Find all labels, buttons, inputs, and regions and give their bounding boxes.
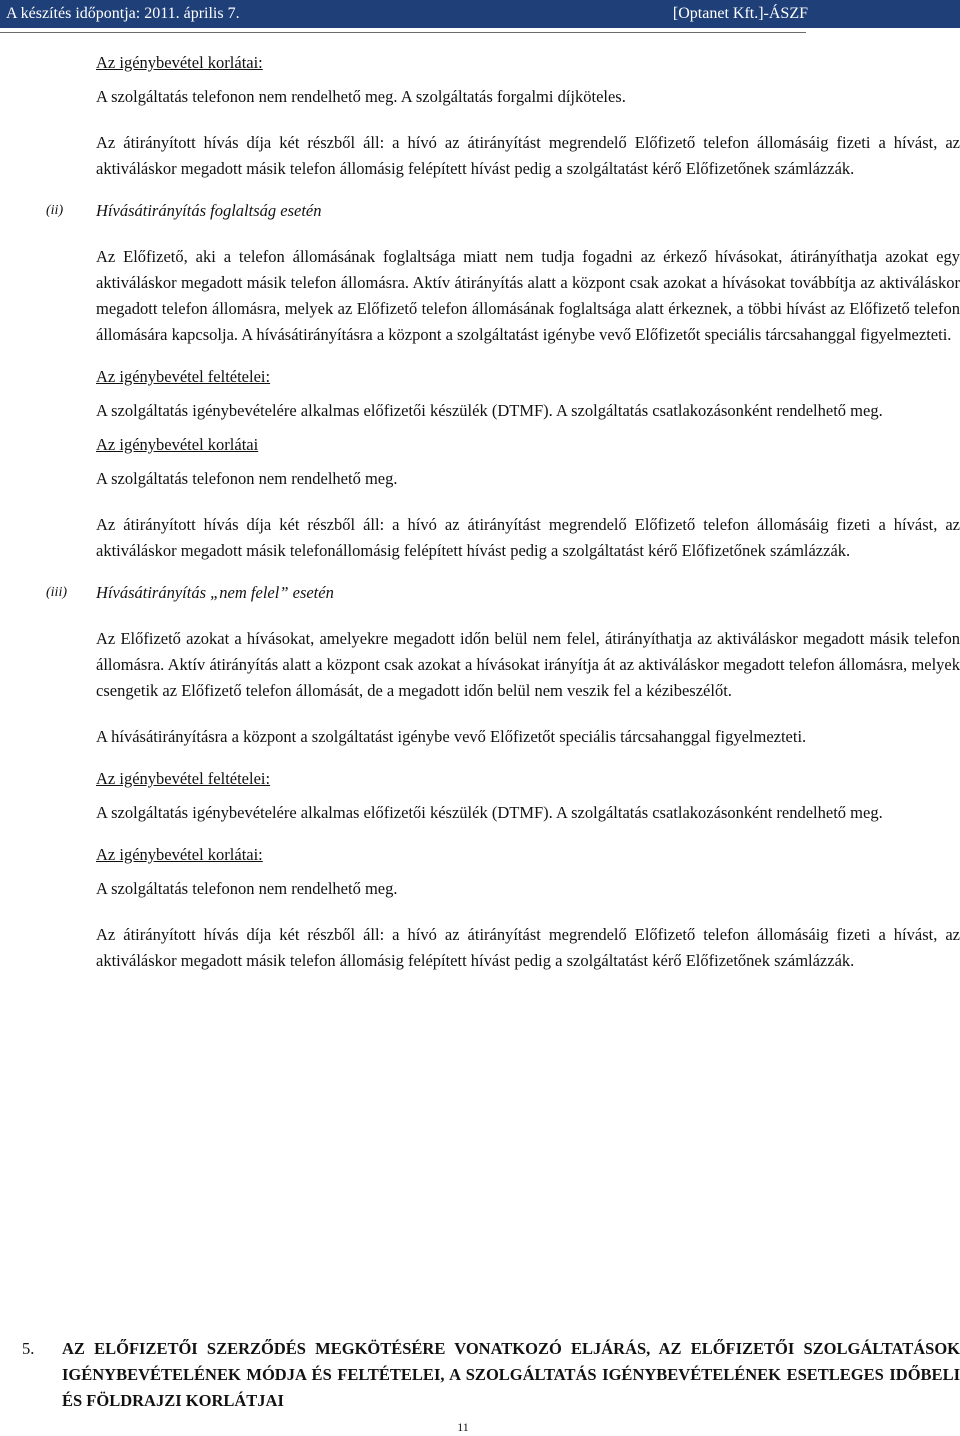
item-iii-conditions-text: A szolgáltatás igénybevételére alkalmas előfizetői készülék (DTMF). A szolgáltatás csatlakozásonként rendelhető meg. bbox=[96, 803, 883, 822]
item-iii-title bbox=[46, 580, 960, 606]
header-divider bbox=[0, 32, 806, 33]
item-ii-limits-heading: Az igénybevétel korlátai bbox=[96, 435, 259, 454]
item-iii-description: Az Előfizető azokat a hívásokat, amelyekre megadott időn belül nem felel, átirányíthatja az aktiváláskor megadott másik telefon állomásra. Aktív átirányítás alatt a központ csak azokat a hívásokat irányítja át az aktiváláskor megadott telefon állomásra, melyek csengetik az Előfizető telefon állomását, de a megadott időn belül nem veszik fel a kézibeszélőt. bbox=[96, 629, 960, 700]
item-iii-fee-text: Az átirányított hívás díja két részből áll: a hívó az átirányítást megrendelő Előfizető telefon állomásáig fizeti a hívást, az aktiváláskor megadott másik telefon állomásig felépített hívást pedig a szolgáltatást kérő Előfizetőnek számlázzák. bbox=[96, 925, 960, 970]
limits-text: A szolgáltatás telefonon nem rendelhető meg. A szolgáltatás forgalmi díjköteles. bbox=[96, 87, 626, 106]
item-ii-conditions-text: A szolgáltatás igénybevételére alkalmas előfizetői készülék (DTMF). A szolgáltatás csatlakozásonként rendelhető meg. bbox=[96, 401, 883, 420]
header-date: A készítés időpontja: 2011. április 7. bbox=[6, 5, 240, 22]
header-company: [Optanet Kft.]-ÁSZF bbox=[672, 5, 808, 22]
document-body bbox=[46, 50, 960, 974]
section-5-title: AZ ELŐFIZETŐI SZERZŐDÉS MEGKÖTÉSÉRE VONATKOZÓ ELJÁRÁS, AZ ELŐFIZETŐI SZOLGÁLTATÁSOK IGÉNYBEVÉTELÉNEK MÓDJA ÉS FELTÉTELEI, A SZOLGÁLTATÁS IGÉNYBEVÉTELÉNEK ESETLEGES IDŐBELI ÉS FÖLDRAJZI KORLÁTJAI bbox=[62, 1339, 960, 1410]
item-iii-limits-text: A szolgáltatás telefonon nem rendelhető meg. bbox=[96, 879, 398, 898]
section-5-number: 5. bbox=[22, 1339, 35, 1358]
item-ii-title bbox=[46, 198, 960, 224]
item-ii-marker: (ii) bbox=[46, 203, 64, 218]
item-iii-conditions-heading: Az igénybevétel feltételei: bbox=[96, 769, 271, 788]
page-header bbox=[0, 0, 960, 28]
item-ii-fee-text: Az átirányított hívás díja két részből áll: a hívó az átirányítást megrendelő Előfizető telefon állomásáig fizeti a hívást, az aktiváláskor megadott másik telefonállomásig felépített hívást pedig a szolgáltatást kérő Előfizetőnek számlázzák. bbox=[96, 515, 960, 560]
item-ii-description: Az Előfizető, aki a telefon állomásának foglaltsága miatt nem tudja fogadni az érkező hívásokat, átirányíthatja azokat egy aktiváláskor megadott másik telefon állomásra. Aktív átirányítás alatt a központ csak azokat a hívásokat továbbítja az aktiváláskor megadott telefon állomásra, melyek az Előfizető telefon állomásának foglaltsága alatt érkeznek, a többi hívást az Előfizető telefon állomására kapcsolja. A hívásátirányításra a központ a szolgáltatást igénybe vevő Előfizetőt speciális tárcsahanggal figyelmezteti. bbox=[96, 247, 960, 344]
item-ii-conditions-heading: Az igénybevétel feltételei: bbox=[96, 367, 271, 386]
item-iii-notice: A hívásátirányításra a központ a szolgáltatást igénybe vevő Előfizetőt speciális tárcsahanggal figyelmezteti. bbox=[96, 727, 807, 746]
item-iii-marker: (iii) bbox=[46, 585, 67, 600]
item-ii-title-text: Hívásátirányítás foglaltság esetén bbox=[96, 201, 322, 220]
fee-paragraph: Az átirányított hívás díja két részből áll: a hívó az átirányítást megrendelő Előfizető telefon állomásáig fizeti a hívást, az aktiváláskor megadott másik telefon állomásig felépített hívást pedig a szolgáltatást kérő Előfizetőnek számlázzák. bbox=[96, 133, 960, 178]
limits-heading: Az igénybevétel korlátai: bbox=[96, 53, 263, 72]
item-ii-limits-text: A szolgáltatás telefonon nem rendelhető meg. bbox=[96, 469, 398, 488]
item-iii-limits-heading: Az igénybevétel korlátai: bbox=[96, 845, 263, 864]
page-number: 11 bbox=[457, 1420, 469, 1434]
item-iii-title-text: Hívásátirányítás „nem felel” esetén bbox=[96, 583, 334, 602]
